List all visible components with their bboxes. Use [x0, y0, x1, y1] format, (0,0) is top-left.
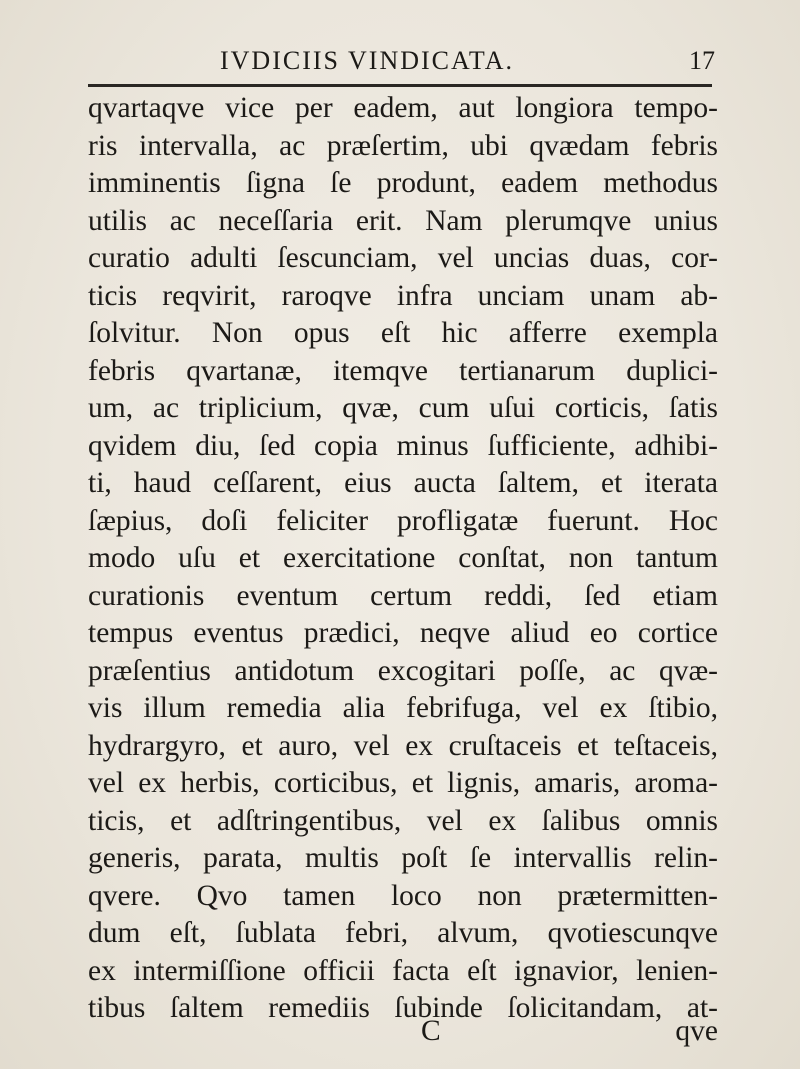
text-line: febris qvartanæ, itemqve tertianarum duplici- — [88, 354, 718, 387]
text-line: ti, haud ceſſarent, eius aucta ſaltem, et iterata — [88, 467, 718, 499]
page-number: 17 — [689, 46, 715, 75]
text-line: modo uſu et exercitatione conſtat, non tantum — [88, 542, 718, 574]
text-line: præſentius antidotum excogitari poſſe, ac qvæ- — [88, 654, 718, 687]
text-line: dum eſt, ſublata febri, alvum, qvotiescunqve — [88, 917, 718, 949]
text-line: tempus eventus prædici, neqve aliud eo cortice — [88, 617, 718, 649]
text-line: curatio adulti ſescunciam, vel uncias duas, cor- — [88, 242, 718, 274]
text-line: um, ac triplicium, qvæ, cum uſui corticis, ſatis — [88, 392, 718, 424]
text-line: ris intervalla, ac præſertim, ubi qvædam febris — [88, 129, 718, 162]
text-line: ſolvitur. Non opus eſt hic afferre exempla — [88, 317, 718, 349]
text-line: qvartaqve vice per eadem, aut longiora tempo- — [88, 92, 718, 124]
text-line: ticis reqvirit, raroqve infra unciam unam ab- — [88, 279, 718, 312]
text-line: hydrargyro, et auro, vel ex cruſtaceis et teſtaceis, — [88, 729, 718, 762]
text-line: curationis eventum certum reddi, ſed etiam — [88, 579, 718, 612]
page-footer — [88, 1013, 718, 1049]
signature-mark: C — [421, 1015, 441, 1047]
text-line: imminentis ſigna ſe produnt, eadem methodus — [88, 167, 718, 199]
header-rule — [88, 84, 712, 87]
text-line: qvere. Qvo tamen loco non prætermitten- — [88, 879, 718, 912]
text-line: ticis, et adſtringentibus, vel ex ſalibus omnis — [88, 804, 718, 837]
text-line: utilis ac neceſſaria erit. Nam plerumqve unius — [88, 204, 718, 237]
body-text — [88, 90, 718, 1028]
text-line: generis, parata, multis poſt ſe intervallis relin- — [88, 842, 718, 874]
text-line: ſæpius, doſi feliciter profligatæ fuerunt. Hoc — [88, 504, 718, 537]
text-line: tibus ſaltem remediis ſubinde ſolicitandam, at- — [88, 992, 718, 1024]
running-head-title: IVDICIIS VINDICATA. — [220, 46, 514, 75]
text-line: vel ex herbis, corticibus, et lignis, amaris, aroma- — [88, 767, 718, 799]
text-line: vis illum remedia alia febrifuga, vel ex ſtibio, — [88, 692, 718, 724]
catchword: qve — [675, 1015, 718, 1047]
text-line: ex intermiſſione officii facta eſt ignavior, lenien- — [88, 954, 718, 987]
running-head — [170, 46, 715, 86]
text-line: qvidem diu, ſed copia minus ſufficiente, adhibi- — [88, 429, 718, 462]
